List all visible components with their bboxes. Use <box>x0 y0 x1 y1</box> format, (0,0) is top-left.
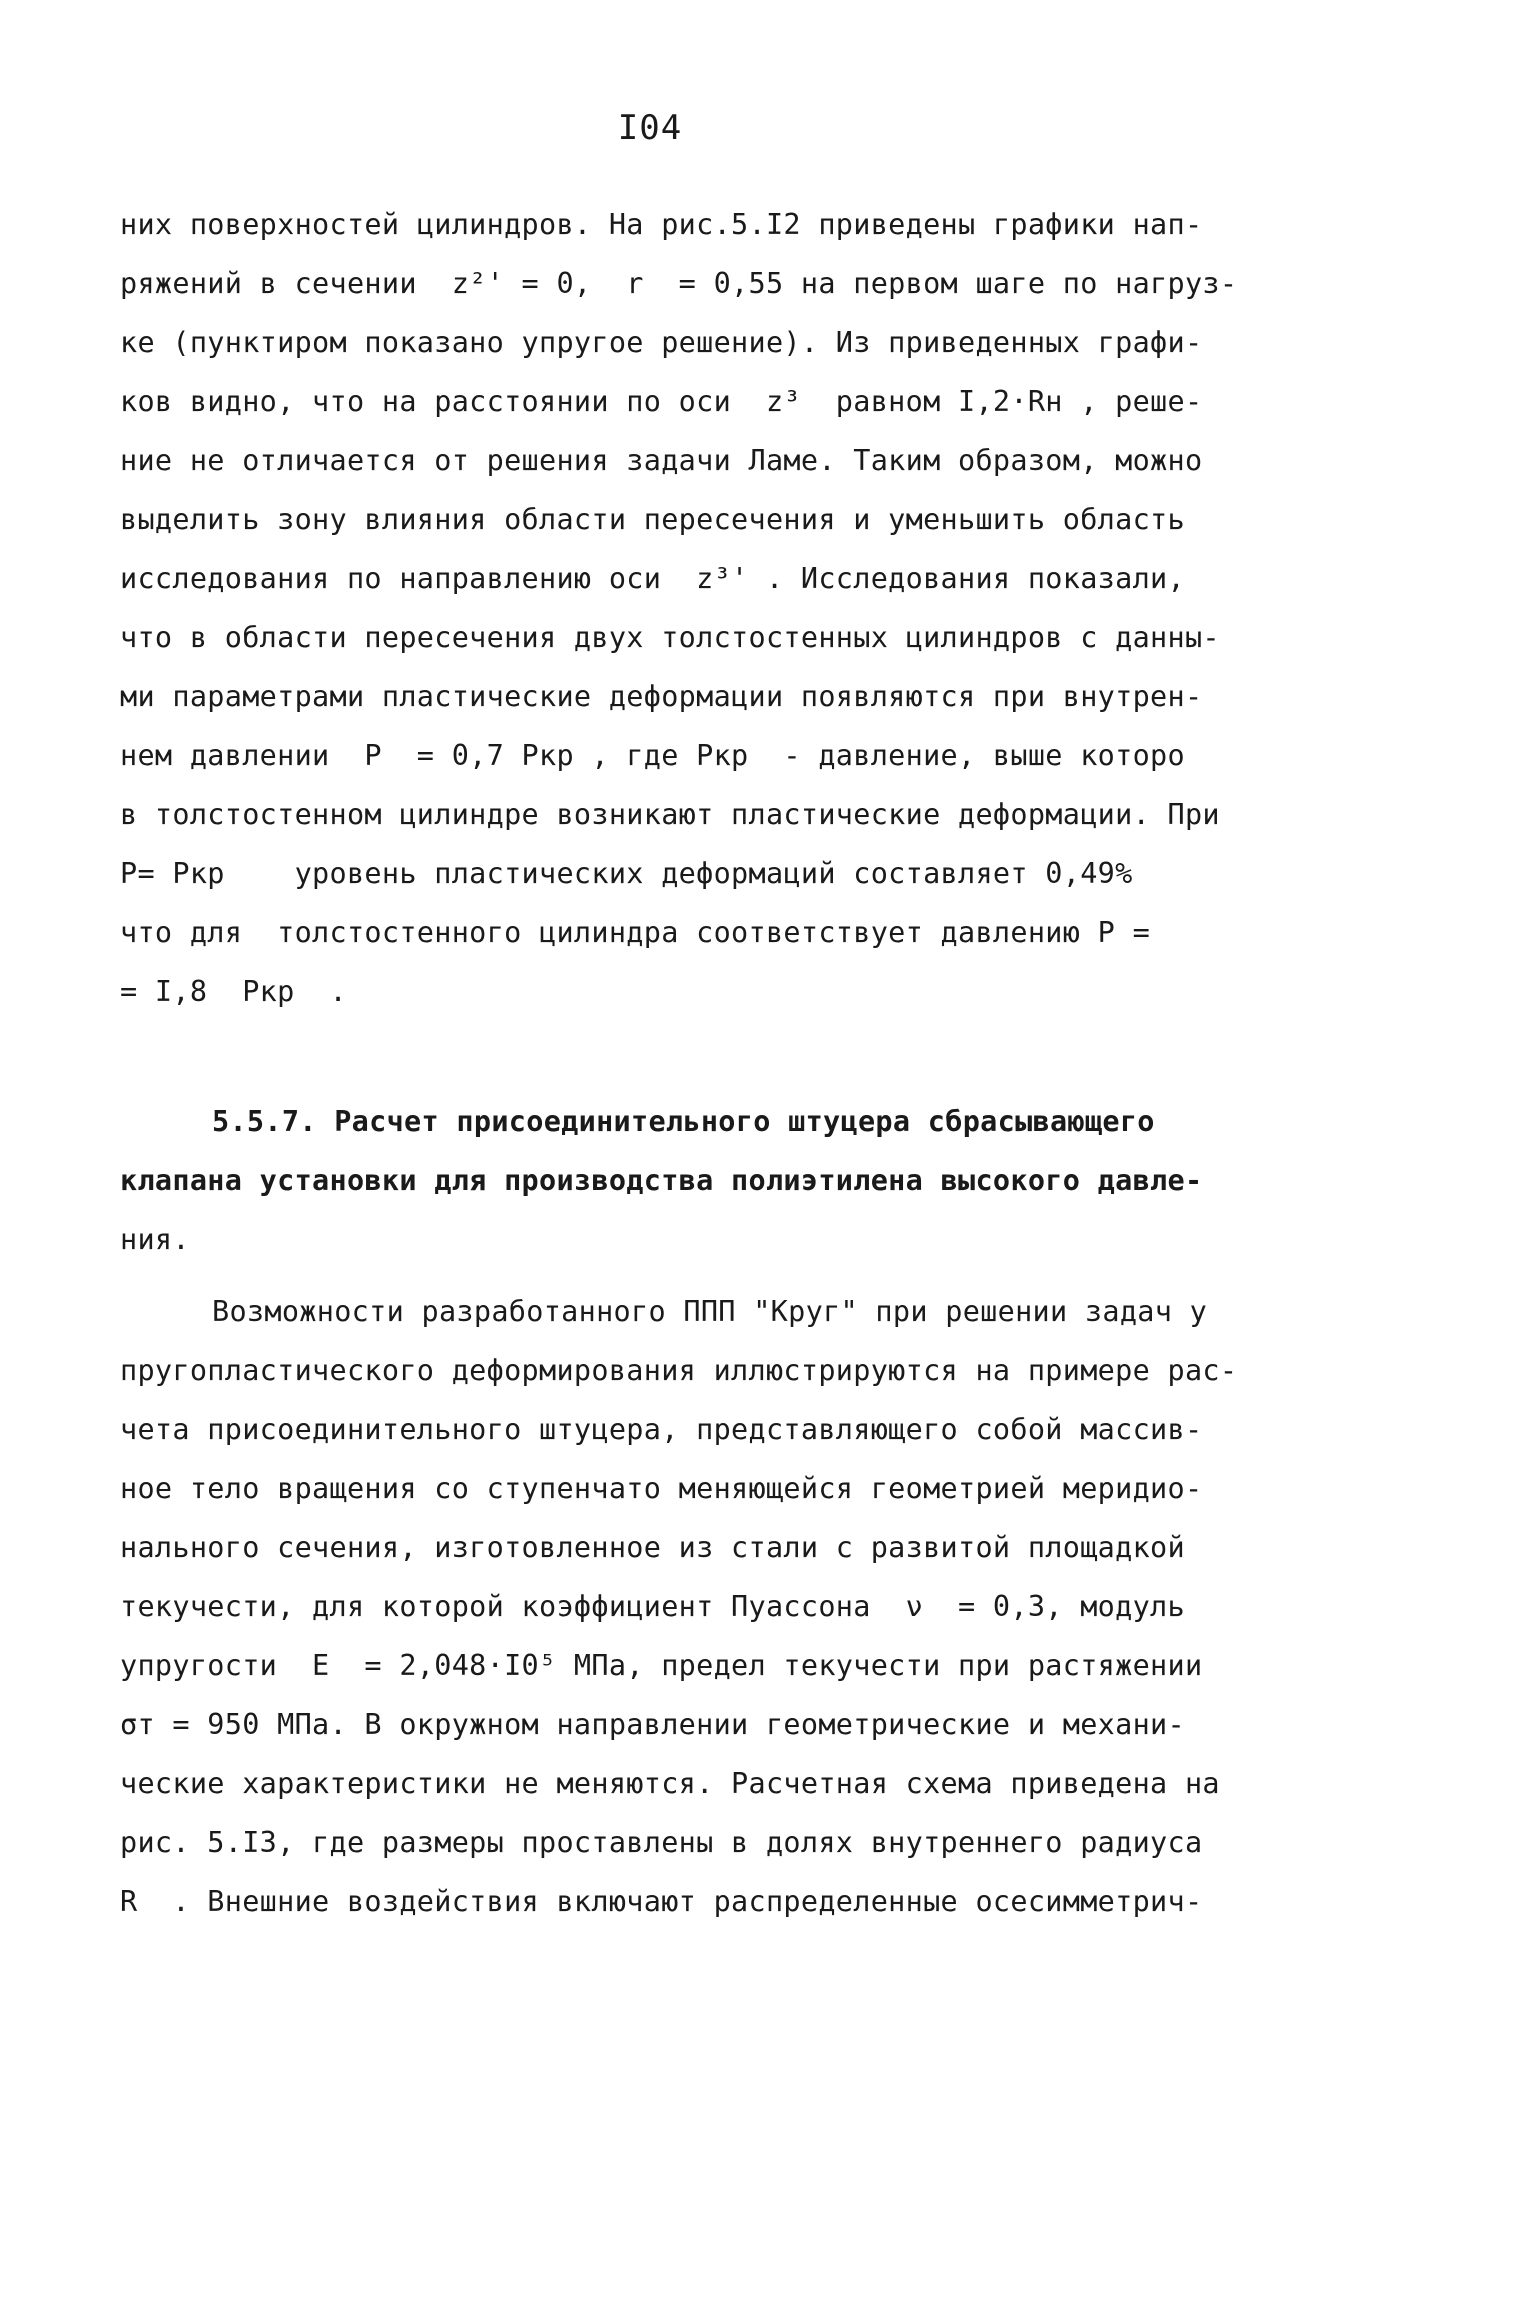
section-heading: 5.5.7. Расчет присоединительного штуцера сбрасывающего <box>212 1105 1155 1138</box>
text-line: P= Pкр уровень пластических деформаций составляет 0,49% <box>120 857 1133 890</box>
section-heading-cont: клапана установки для производства полиэтилена высокого давле- <box>120 1164 1203 1197</box>
text-line: Возможности разработанного ППП "Круг" при решении задач у <box>212 1295 1208 1328</box>
text-line: них поверхностей цилиндров. На рис.5.I2 приведены графики нап- <box>120 208 1203 241</box>
text-line: ке (пунктиром показано упругое решение). Из приведенных графи- <box>120 326 1203 359</box>
page-number: I04 <box>617 108 683 148</box>
text-line: исследования по направлению оси z³' . Исследования показали, <box>120 562 1185 595</box>
text-line: что в области пересечения двух толстостенных цилиндров с данны- <box>120 621 1220 654</box>
text-line: нального сечения, изготовленное из стали с развитой площадкой <box>120 1531 1185 1564</box>
text-line: R . Внешние воздействия включают распределенные осесимметрич- <box>120 1885 1203 1918</box>
text-line: выделить зону влияния области пересечения и уменьшить область <box>120 503 1185 536</box>
text-line: = I,8 Pкр . <box>120 975 347 1008</box>
text-line: ми параметрами пластические деформации появляются при внутрен- <box>120 680 1203 713</box>
text-line: рис. 5.I3, где размеры проставлены в долях внутреннего радиуса <box>120 1826 1203 1859</box>
text-line: нем давлении P = 0,7 Pкр , где Pкр - давление, выше которо <box>120 739 1185 772</box>
text-line: в толстостенном цилиндре возникают пластические деформации. При <box>120 798 1220 831</box>
text-line: ческие характеристики не меняются. Расчетная схема приведена на <box>120 1767 1220 1800</box>
text-line: упругости E = 2,048·I0⁵ МПа, предел текучести при растяжении <box>120 1649 1203 1682</box>
text-line: ряжений в сечении z²' = 0, r = 0,55 на первом шаге по нагруз- <box>120 267 1238 300</box>
section-heading-cont: ния. <box>120 1223 190 1256</box>
text-line: пругопластического деформирования иллюстрируются на примере рас- <box>120 1354 1238 1387</box>
text-line: чета присоединительного штуцера, представляющего собой массив- <box>120 1413 1203 1446</box>
text-line: ное тело вращения со ступенчато меняющейся геометрией меридио- <box>120 1472 1203 1505</box>
text-line: σт = 950 МПа. В окружном направлении геометрические и механи- <box>120 1708 1185 1741</box>
text-line: что для толстостенного цилиндра соответствует давлению P = <box>120 916 1151 949</box>
text-line: ние не отличается от решения задачи Ламе. Таким образом, можно <box>120 444 1203 477</box>
text-line: текучести, для которой коэффициент Пуассона ν = 0,3, модуль <box>120 1590 1185 1623</box>
text-line: ков видно, что на расстоянии по оси z³ равном I,2·Rн , реше- <box>120 385 1203 418</box>
